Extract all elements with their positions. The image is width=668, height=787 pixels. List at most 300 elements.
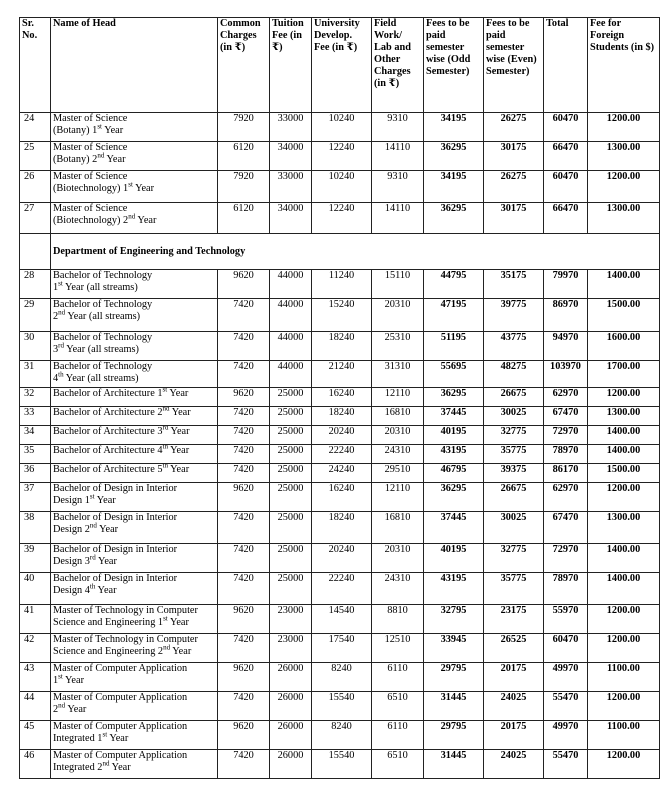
field-work-charges-cell: 9310 — [372, 171, 424, 203]
name-line-1: Bachelor of Design in Interior — [53, 512, 178, 523]
total-cell: 86170 — [544, 464, 588, 483]
name-line-2: 4th Year (all streams) — [53, 370, 139, 384]
header-total: Total — [544, 18, 588, 113]
field-work-charges-cell: 31310 — [372, 361, 424, 388]
table-row — [20, 750, 660, 779]
total-cell: 67470 — [544, 512, 588, 544]
name-line-2: (Biotechnology) 1st Year — [53, 180, 155, 194]
table-row — [20, 361, 660, 388]
name-line-1: Bachelor of Architecture 5th Year — [53, 463, 190, 475]
even-semester-fee-cell: 30025 — [484, 407, 544, 426]
name-line-2: (Botany) 2nd Year — [53, 151, 126, 165]
foreign-fee-cell: 1400.00 — [588, 445, 660, 464]
tuition-fee-cell: 25000 — [270, 573, 312, 605]
field-work-charges-cell: 14110 — [372, 203, 424, 234]
sr-no-cell: 43 — [20, 663, 51, 692]
common-charges-cell: 6120 — [218, 203, 270, 234]
university-develop-fee-cell: 18240 — [312, 512, 372, 544]
name-line-1: Master of Technology in Computer — [53, 634, 198, 645]
field-work-charges-cell: 24310 — [372, 573, 424, 605]
odd-semester-fee-cell: 36295 — [424, 142, 484, 171]
common-charges-cell: 7420 — [218, 750, 270, 779]
foreign-fee-cell: 1200.00 — [588, 750, 660, 779]
field-work-charges-cell: 14110 — [372, 142, 424, 171]
field-work-charges-cell: 15110 — [372, 270, 424, 299]
odd-semester-fee-cell: 55695 — [424, 361, 484, 388]
name-cell — [51, 426, 218, 445]
even-semester-fee-cell: 35775 — [484, 445, 544, 464]
name-cell — [51, 605, 218, 634]
even-semester-fee-cell: 20175 — [484, 663, 544, 692]
foreign-fee-cell: 1200.00 — [588, 692, 660, 721]
name-line-1: Bachelor of Technology — [53, 361, 153, 372]
sr-no-cell: 30 — [20, 332, 51, 361]
name-line-1: Master of Technology in Computer — [53, 605, 198, 616]
university-develop-fee-cell: 22240 — [312, 445, 372, 464]
odd-semester-fee-cell: 29795 — [424, 663, 484, 692]
even-semester-fee-cell: 23175 — [484, 605, 544, 634]
odd-semester-fee-cell: 43195 — [424, 445, 484, 464]
foreign-fee-cell: 1200.00 — [588, 388, 660, 407]
name-line-1: Bachelor of Technology — [53, 332, 153, 343]
sr-no-cell: 41 — [20, 605, 51, 634]
name-cell — [51, 142, 218, 171]
field-work-charges-cell: 16810 — [372, 512, 424, 544]
university-develop-fee-cell: 15540 — [312, 750, 372, 779]
tuition-fee-cell: 44000 — [270, 361, 312, 388]
sr-no-cell: 46 — [20, 750, 51, 779]
total-cell: 60470 — [544, 634, 588, 663]
header-row — [20, 18, 660, 113]
tuition-fee-cell: 25000 — [270, 426, 312, 445]
total-cell: 60470 — [544, 171, 588, 203]
name-line-2: Science and Engineering 1st Year — [53, 614, 189, 628]
name-line-2: Integrated 1st Year — [53, 730, 129, 744]
total-cell: 66470 — [544, 142, 588, 171]
name-line-1: Bachelor of Technology — [53, 270, 153, 281]
tuition-fee-cell: 25000 — [270, 407, 312, 426]
table-row — [20, 464, 660, 483]
name-line-1: Master of Computer Application — [53, 663, 188, 674]
field-work-charges-cell: 16810 — [372, 407, 424, 426]
name-line-1: Bachelor of Architecture 2nd Year — [53, 406, 191, 418]
odd-semester-fee-cell: 32795 — [424, 605, 484, 634]
total-cell: 66470 — [544, 203, 588, 234]
odd-semester-fee-cell: 33945 — [424, 634, 484, 663]
university-develop-fee-cell: 21240 — [312, 361, 372, 388]
university-develop-fee-cell: 12240 — [312, 142, 372, 171]
total-cell: 103970 — [544, 361, 588, 388]
field-work-charges-cell: 24310 — [372, 445, 424, 464]
tuition-fee-cell: 34000 — [270, 203, 312, 234]
sr-no-cell: 31 — [20, 361, 51, 388]
total-cell: 72970 — [544, 544, 588, 573]
sr-no-cell: 40 — [20, 573, 51, 605]
odd-semester-fee-cell: 40195 — [424, 426, 484, 445]
university-develop-fee-cell: 24240 — [312, 464, 372, 483]
even-semester-fee-cell: 48275 — [484, 361, 544, 388]
name-line-1: Master of Science — [53, 142, 128, 153]
field-work-charges-cell: 9310 — [372, 113, 424, 142]
field-work-charges-cell: 20310 — [372, 544, 424, 573]
table-row — [20, 573, 660, 605]
odd-semester-fee-cell: 37445 — [424, 407, 484, 426]
even-semester-fee-cell: 30175 — [484, 203, 544, 234]
common-charges-cell: 9620 — [218, 483, 270, 512]
foreign-fee-cell: 1700.00 — [588, 361, 660, 388]
foreign-fee-cell: 1200.00 — [588, 634, 660, 663]
university-develop-fee-cell: 11240 — [312, 270, 372, 299]
name-cell — [51, 512, 218, 544]
foreign-fee-cell: 1100.00 — [588, 663, 660, 692]
even-semester-fee-cell: 39375 — [484, 464, 544, 483]
even-semester-fee-cell: 32775 — [484, 544, 544, 573]
university-develop-fee-cell: 12240 — [312, 203, 372, 234]
name-cell — [51, 388, 218, 407]
sr-no-cell: 28 — [20, 270, 51, 299]
common-charges-cell: 9620 — [218, 663, 270, 692]
name-line-2: Integrated 2nd Year — [53, 759, 131, 773]
odd-semester-fee-cell: 34195 — [424, 171, 484, 203]
university-develop-fee-cell: 8240 — [312, 663, 372, 692]
university-develop-fee-cell: 8240 — [312, 721, 372, 750]
odd-semester-fee-cell: 31445 — [424, 692, 484, 721]
total-cell: 55970 — [544, 605, 588, 634]
field-work-charges-cell: 12110 — [372, 483, 424, 512]
table-row — [20, 692, 660, 721]
university-develop-fee-cell: 10240 — [312, 113, 372, 142]
total-cell: 86970 — [544, 299, 588, 332]
name-cell — [51, 573, 218, 605]
total-cell: 62970 — [544, 483, 588, 512]
table-row — [20, 426, 660, 445]
sr-no-cell: 37 — [20, 483, 51, 512]
header-name-of-head: Name of Head — [51, 18, 218, 113]
university-develop-fee-cell: 15540 — [312, 692, 372, 721]
name-line-1: Bachelor of Architecture 1st Year — [53, 387, 189, 399]
university-develop-fee-cell: 10240 — [312, 171, 372, 203]
field-work-charges-cell: 12110 — [372, 388, 424, 407]
field-work-charges-cell: 6510 — [372, 692, 424, 721]
common-charges-cell: 9620 — [218, 388, 270, 407]
even-semester-fee-cell: 26525 — [484, 634, 544, 663]
table-row — [20, 721, 660, 750]
name-line-1: Bachelor of Design in Interior — [53, 544, 178, 555]
name-line-1: Master of Computer Application — [53, 750, 188, 761]
total-cell: 62970 — [544, 388, 588, 407]
foreign-fee-cell: 1400.00 — [588, 573, 660, 605]
name-line-1: Bachelor of Technology — [53, 299, 153, 310]
total-cell: 79970 — [544, 270, 588, 299]
name-line-2: 1st Year — [53, 672, 84, 686]
even-semester-fee-cell: 39775 — [484, 299, 544, 332]
total-cell: 49970 — [544, 721, 588, 750]
department-row — [20, 234, 660, 270]
common-charges-cell: 7420 — [218, 361, 270, 388]
total-cell: 67470 — [544, 407, 588, 426]
tuition-fee-cell: 34000 — [270, 142, 312, 171]
odd-semester-fee-cell: 37445 — [424, 512, 484, 544]
total-cell: 60470 — [544, 113, 588, 142]
university-develop-fee-cell: 14540 — [312, 605, 372, 634]
even-semester-fee-cell: 26275 — [484, 113, 544, 142]
foreign-fee-cell: 1600.00 — [588, 332, 660, 361]
name-line-1: Bachelor of Architecture 3rd Year — [53, 425, 190, 437]
name-cell — [51, 692, 218, 721]
header-even-semester-fee: Fees to be paid semester wise (Even) Semester) — [484, 18, 544, 113]
table-row — [20, 388, 660, 407]
tuition-fee-cell: 23000 — [270, 634, 312, 663]
even-semester-fee-cell: 24025 — [484, 750, 544, 779]
name-cell — [51, 634, 218, 663]
header-tuition-fee: Tuition Fee (in ₹) — [270, 18, 312, 113]
sr-no-cell: 27 — [20, 203, 51, 234]
name-line-1: Master of Computer Application — [53, 721, 188, 732]
common-charges-cell: 7420 — [218, 426, 270, 445]
even-semester-fee-cell: 35775 — [484, 573, 544, 605]
foreign-fee-cell: 1300.00 — [588, 407, 660, 426]
name-line-2: 2nd Year (all streams) — [53, 308, 141, 322]
even-semester-fee-cell: 26675 — [484, 483, 544, 512]
header-university-develop-fee: University Develop. Fee (in ₹) — [312, 18, 372, 113]
name-line-1: Bachelor of Design in Interior — [53, 573, 178, 584]
foreign-fee-cell: 1500.00 — [588, 464, 660, 483]
odd-semester-fee-cell: 34195 — [424, 113, 484, 142]
total-cell: 55470 — [544, 692, 588, 721]
university-develop-fee-cell: 22240 — [312, 573, 372, 605]
sr-no-cell: 34 — [20, 426, 51, 445]
department-sr-cell — [20, 234, 51, 270]
field-work-charges-cell: 6510 — [372, 750, 424, 779]
name-line-2: Design 3rd Year — [53, 553, 117, 567]
foreign-fee-cell: 1300.00 — [588, 512, 660, 544]
name-line-2: (Botany) 1st Year — [53, 122, 124, 136]
sr-no-cell: 32 — [20, 388, 51, 407]
name-line-2: Design 1st Year — [53, 492, 116, 506]
field-work-charges-cell: 6110 — [372, 721, 424, 750]
tuition-fee-cell: 25000 — [270, 544, 312, 573]
odd-semester-fee-cell: 29795 — [424, 721, 484, 750]
common-charges-cell: 9620 — [218, 605, 270, 634]
header-foreign-fee: Fee for Foreign Students (in $) — [588, 18, 660, 113]
name-line-2: 3rd Year (all streams) — [53, 341, 139, 355]
sr-no-cell: 38 — [20, 512, 51, 544]
table-row — [20, 142, 660, 171]
total-cell: 49970 — [544, 663, 588, 692]
table-row — [20, 203, 660, 234]
odd-semester-fee-cell: 36295 — [424, 483, 484, 512]
table-row — [20, 512, 660, 544]
even-semester-fee-cell: 24025 — [484, 692, 544, 721]
common-charges-cell: 7920 — [218, 171, 270, 203]
name-cell — [51, 750, 218, 779]
university-develop-fee-cell: 17540 — [312, 634, 372, 663]
name-line-2: 2nd Year — [53, 701, 87, 715]
name-cell — [51, 113, 218, 142]
sr-no-cell: 25 — [20, 142, 51, 171]
total-cell: 72970 — [544, 426, 588, 445]
sr-no-cell: 35 — [20, 445, 51, 464]
table-row — [20, 663, 660, 692]
field-work-charges-cell: 29510 — [372, 464, 424, 483]
tuition-fee-cell: 44000 — [270, 270, 312, 299]
field-work-charges-cell: 6110 — [372, 663, 424, 692]
tuition-fee-cell: 26000 — [270, 692, 312, 721]
name-cell — [51, 721, 218, 750]
table-row — [20, 483, 660, 512]
odd-semester-fee-cell: 40195 — [424, 544, 484, 573]
name-cell — [51, 203, 218, 234]
field-work-charges-cell: 25310 — [372, 332, 424, 361]
total-cell: 94970 — [544, 332, 588, 361]
common-charges-cell: 9620 — [218, 270, 270, 299]
common-charges-cell: 7420 — [218, 573, 270, 605]
common-charges-cell: 7420 — [218, 407, 270, 426]
common-charges-cell: 7420 — [218, 445, 270, 464]
tuition-fee-cell: 25000 — [270, 464, 312, 483]
table-row — [20, 113, 660, 142]
even-semester-fee-cell: 32775 — [484, 426, 544, 445]
tuition-fee-cell: 44000 — [270, 332, 312, 361]
common-charges-cell: 7420 — [218, 512, 270, 544]
table-row — [20, 270, 660, 299]
fee-table — [19, 17, 660, 779]
foreign-fee-cell: 1500.00 — [588, 299, 660, 332]
foreign-fee-cell: 1200.00 — [588, 605, 660, 634]
foreign-fee-cell: 1200.00 — [588, 483, 660, 512]
name-line-1: Bachelor of Architecture 4th Year — [53, 444, 190, 456]
common-charges-cell: 7420 — [218, 692, 270, 721]
table-row — [20, 605, 660, 634]
name-cell — [51, 299, 218, 332]
common-charges-cell: 6120 — [218, 142, 270, 171]
name-line-1: Bachelor of Design in Interior — [53, 483, 178, 494]
total-cell: 55470 — [544, 750, 588, 779]
foreign-fee-cell: 1300.00 — [588, 203, 660, 234]
odd-semester-fee-cell: 36295 — [424, 388, 484, 407]
table-row — [20, 171, 660, 203]
odd-semester-fee-cell: 46795 — [424, 464, 484, 483]
name-cell — [51, 544, 218, 573]
tuition-fee-cell: 25000 — [270, 483, 312, 512]
common-charges-cell: 7420 — [218, 634, 270, 663]
odd-semester-fee-cell: 44795 — [424, 270, 484, 299]
tuition-fee-cell: 23000 — [270, 605, 312, 634]
common-charges-cell: 7420 — [218, 299, 270, 332]
tuition-fee-cell: 44000 — [270, 299, 312, 332]
table-row — [20, 407, 660, 426]
name-cell — [51, 270, 218, 299]
sr-no-cell: 39 — [20, 544, 51, 573]
tuition-fee-cell: 25000 — [270, 388, 312, 407]
name-cell — [51, 445, 218, 464]
sr-no-cell: 44 — [20, 692, 51, 721]
university-develop-fee-cell: 20240 — [312, 426, 372, 445]
sr-no-cell: 45 — [20, 721, 51, 750]
foreign-fee-cell: 1400.00 — [588, 270, 660, 299]
foreign-fee-cell: 1400.00 — [588, 544, 660, 573]
total-cell: 78970 — [544, 445, 588, 464]
field-work-charges-cell: 8810 — [372, 605, 424, 634]
university-develop-fee-cell: 18240 — [312, 332, 372, 361]
sr-no-cell: 33 — [20, 407, 51, 426]
foreign-fee-cell: 1400.00 — [588, 426, 660, 445]
sr-no-cell: 29 — [20, 299, 51, 332]
header-sr-no: Sr. No. — [20, 18, 51, 113]
even-semester-fee-cell: 30025 — [484, 512, 544, 544]
even-semester-fee-cell: 26675 — [484, 388, 544, 407]
name-cell — [51, 332, 218, 361]
even-semester-fee-cell: 26275 — [484, 171, 544, 203]
name-cell — [51, 361, 218, 388]
tuition-fee-cell: 25000 — [270, 445, 312, 464]
odd-semester-fee-cell: 36295 — [424, 203, 484, 234]
university-develop-fee-cell: 16240 — [312, 388, 372, 407]
table-row — [20, 544, 660, 573]
field-work-charges-cell: 20310 — [372, 299, 424, 332]
even-semester-fee-cell: 43775 — [484, 332, 544, 361]
header-field-work-charges: Field Work/ Lab and Other Charges (in ₹) — [372, 18, 424, 113]
name-line-1: Master of Science — [53, 203, 128, 214]
name-line-2: 1st Year (all streams) — [53, 279, 138, 293]
header-odd-semester-fee: Fees to be paid semester wise (Odd Semester) — [424, 18, 484, 113]
total-cell: 78970 — [544, 573, 588, 605]
tuition-fee-cell: 26000 — [270, 721, 312, 750]
university-develop-fee-cell: 16240 — [312, 483, 372, 512]
name-line-1: Master of Science — [53, 113, 128, 124]
name-line-1: Master of Computer Application — [53, 692, 188, 703]
name-line-2: Science and Engineering 2nd Year — [53, 643, 192, 657]
field-work-charges-cell: 12510 — [372, 634, 424, 663]
sr-no-cell: 42 — [20, 634, 51, 663]
odd-semester-fee-cell: 51195 — [424, 332, 484, 361]
name-line-2: Design 2nd Year — [53, 521, 119, 535]
foreign-fee-cell: 1300.00 — [588, 142, 660, 171]
name-cell — [51, 663, 218, 692]
tuition-fee-cell: 33000 — [270, 113, 312, 142]
header-common-charges: Common Charges (in ₹) — [218, 18, 270, 113]
table-row — [20, 445, 660, 464]
table-row — [20, 299, 660, 332]
common-charges-cell: 7420 — [218, 464, 270, 483]
foreign-fee-cell: 1100.00 — [588, 721, 660, 750]
common-charges-cell: 9620 — [218, 721, 270, 750]
foreign-fee-cell: 1200.00 — [588, 171, 660, 203]
name-cell — [51, 483, 218, 512]
university-develop-fee-cell: 15240 — [312, 299, 372, 332]
table-row — [20, 332, 660, 361]
tuition-fee-cell: 26000 — [270, 750, 312, 779]
tuition-fee-cell: 33000 — [270, 171, 312, 203]
odd-semester-fee-cell: 31445 — [424, 750, 484, 779]
tuition-fee-cell: 26000 — [270, 663, 312, 692]
foreign-fee-cell: 1200.00 — [588, 113, 660, 142]
even-semester-fee-cell: 30175 — [484, 142, 544, 171]
common-charges-cell: 7920 — [218, 113, 270, 142]
university-develop-fee-cell: 18240 — [312, 407, 372, 426]
name-cell — [51, 171, 218, 203]
common-charges-cell: 7420 — [218, 544, 270, 573]
even-semester-fee-cell: 20175 — [484, 721, 544, 750]
field-work-charges-cell: 20310 — [372, 426, 424, 445]
table-row — [20, 634, 660, 663]
name-line-1: Master of Science — [53, 171, 128, 182]
tuition-fee-cell: 25000 — [270, 512, 312, 544]
name-line-2: Design 4th Year — [53, 582, 117, 596]
name-cell — [51, 464, 218, 483]
name-line-2: (Biotechnology) 2nd Year — [53, 212, 157, 226]
sr-no-cell: 24 — [20, 113, 51, 142]
